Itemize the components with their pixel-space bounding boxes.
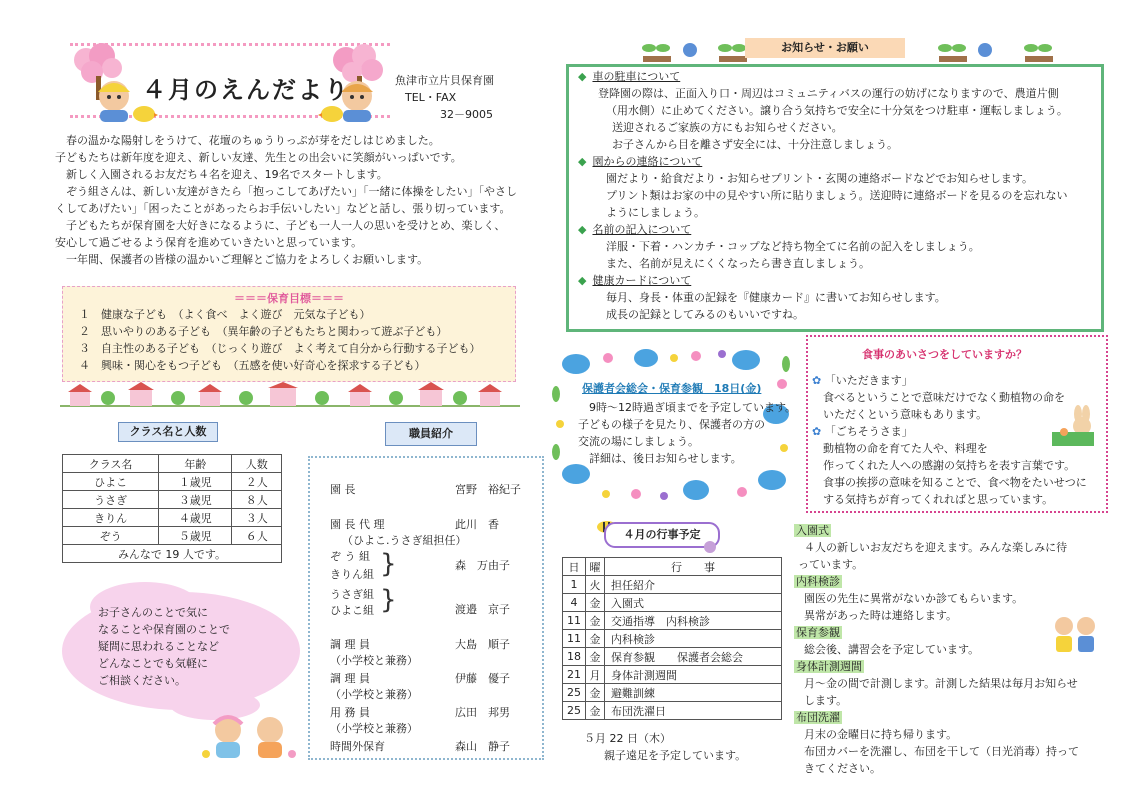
table-cell: 金: [586, 648, 605, 666]
table-row: [563, 558, 782, 576]
staff-name: 広田 邦男: [455, 706, 510, 719]
staff-note: （小学校と兼務）: [330, 688, 418, 701]
consultation-text: [98, 604, 230, 689]
meeting-text: [578, 399, 796, 467]
flower-icon: ✿: [812, 425, 822, 438]
table-row: [563, 702, 782, 720]
table-cell: きりん: [63, 509, 159, 527]
intro-line: 子どもたちが保育園を大好きになるように、子ども一人一人の思いを受けとめ、楽しく、: [55, 219, 506, 232]
tel-number: 32－9005: [440, 108, 493, 121]
detail-title: 保育参観: [796, 626, 840, 639]
diamond-icon: ◆: [578, 223, 587, 236]
table-row: [63, 527, 282, 545]
goals-box: [62, 286, 516, 382]
detail-line: 園医の先生に異常がないか診てもらいます。: [804, 592, 1024, 605]
detail-line: します。: [804, 694, 848, 707]
table-cell: 金: [586, 684, 605, 702]
notice-title: 車の駐車について: [592, 70, 681, 83]
goal-item: １ 健康な子ども （よく食べ よく遊び 元気な子ども）: [79, 308, 371, 321]
detail-line: っています。: [798, 558, 864, 571]
classes-label: クラス名と人数: [118, 422, 218, 442]
intro-paragraph: [55, 132, 517, 268]
table-row: [63, 473, 282, 491]
table-cell: 11: [563, 612, 586, 630]
notice-line: また、名前が見えにくくなったら書き直しましょう。: [606, 257, 870, 270]
table-cell: 担任紹介: [605, 576, 782, 594]
kids-measuring-icon: [1048, 612, 1100, 656]
greeting-line: 作ってくれた人への感謝の気持ちを表す言葉です。: [812, 459, 1076, 472]
notices-content: [578, 68, 1068, 323]
children-flowers-icon: [200, 710, 300, 760]
greeting-line: いただくという意味もあります。: [812, 408, 988, 421]
staff-role: きりん組: [330, 568, 374, 581]
table-cell: 25: [563, 702, 586, 720]
total-cell: みんなで 19 人です。: [63, 545, 282, 563]
staff-name: 森山 静子: [455, 740, 510, 753]
notice-line: 園だより・給食だより・お知らせプリント・玄関の連絡ボードなどでお知らせします。: [606, 172, 1034, 185]
table-cell: 月: [586, 666, 605, 684]
table-row: [63, 491, 282, 509]
notice-line: プリント類はお家の中の見やすい所に貼りましょう。送迎時に連絡ボードを見るのを忘れない: [606, 189, 1068, 202]
notice-line: ようにしましょう。: [606, 206, 705, 219]
staff-name: 大島 順子: [455, 638, 510, 651]
notice-line: 毎月、身長・体重の記録を『健康カード』に書いてお知らせします。: [606, 291, 946, 304]
table-header-cell: 年齢: [159, 455, 232, 473]
brace-icon: }: [380, 549, 397, 579]
cloud-line: 疑問に思われることなど: [98, 640, 219, 653]
table-cell: 金: [586, 612, 605, 630]
staff-name: 此川 香: [455, 518, 499, 531]
greeting-line: 「ごちそうさま」: [824, 425, 913, 438]
meeting-line: 9時〜12時過ぎ頃までを予定しています。: [578, 401, 797, 414]
notice-line: 洋服・下着・ハンカチ・コップなど持ち物全てに名前の記入をしましょう。: [606, 240, 980, 253]
intro-line: 新しく入園されるお友だち４名を迎え、19名でスタートします。: [55, 168, 388, 181]
detail-title: 身体計測週間: [796, 660, 862, 673]
table-row: [563, 648, 782, 666]
brace-icon: }: [380, 585, 397, 615]
detail-title: 内科検診: [796, 575, 840, 588]
staff-name: 森 万由子: [455, 559, 510, 572]
goals-heading: ＝＝＝保育目標＝＝＝: [234, 292, 344, 305]
table-cell: 21: [563, 666, 586, 684]
bird-right-icon: [318, 104, 346, 124]
table-row: [563, 612, 782, 630]
table-header-cell: 曜: [586, 558, 605, 576]
intro-line: 一年間、保護者の皆様の温かいご理解とご協力をよろしくお願いします。: [55, 253, 429, 266]
classes-table: [62, 454, 282, 563]
notice-title: 名前の記入について: [592, 223, 692, 236]
events-table: [562, 557, 782, 720]
notice-line: 成長の記録としてみるのもいいですね。: [606, 308, 804, 321]
table-cell: ぞう: [63, 527, 159, 545]
table-cell: 身体計測週間: [605, 666, 782, 684]
staff-role: 調 理 員: [330, 638, 370, 651]
cloud-line: どんなことでも気軽に: [98, 657, 208, 670]
staff-note: （小学校と兼務）: [330, 654, 418, 667]
table-row: [63, 509, 282, 527]
table-cell: 入園式: [605, 594, 782, 612]
table-cell: ８人: [232, 491, 282, 509]
staff-name: 伊藤 優子: [455, 672, 510, 685]
table-cell: ４歳児: [159, 509, 232, 527]
meeting-line: 子どもの様子を見たり、保護者の方の: [578, 418, 765, 431]
meeting-line: 詳細は、後日お知らせします。: [578, 452, 742, 465]
table-cell: １歳児: [159, 473, 232, 491]
table-row: [63, 455, 282, 473]
staff-role: ひよこ組: [330, 604, 374, 617]
staff-label: 職員紹介: [385, 422, 477, 446]
table-cell: 25: [563, 684, 586, 702]
greeting-line: 食べるということで意味だけでなく動植物の命を: [812, 391, 1065, 404]
meeting-line: 交流の場にしましょう。: [578, 435, 699, 448]
table-header-cell: 行 事: [605, 558, 782, 576]
detail-line: ４人の新しいお友だちを迎えます。みんな楽しみに待: [804, 541, 1068, 554]
detail-line: 月末の金曜日に持ち帰ります。: [804, 728, 958, 741]
goal-item: ３ 自主性のある子ども （じっくり遊び よく考えて自分から行動する子ども）: [79, 342, 481, 355]
staff-note: （小学校と兼務）: [330, 722, 418, 735]
greeting-text: [812, 372, 1087, 508]
detail-title: 布団洗濯: [796, 711, 840, 724]
greeting-line: 食事の挨拶の意味を知ることで、食べ物をたいせつに: [812, 476, 1087, 489]
table-cell: ２人: [232, 473, 282, 491]
staff-name: 渡邉 京子: [455, 603, 510, 616]
table-row: [63, 545, 282, 563]
diamond-icon: ◆: [578, 274, 587, 287]
goal-item: ４ 興味・関心をもつ子ども （五感を使い好奇心を探求する子ども）: [79, 359, 426, 372]
goal-item: ２ 思いやりのある子ども （異年齢の子どもたちと関わって遊ぶ子ども）: [79, 325, 448, 338]
rabbit-table-icon: [1048, 404, 1098, 448]
table-cell: 交通指導 内科検診: [605, 612, 782, 630]
greeting-line: する気持ちが育ってくれればと思っています。: [812, 493, 1054, 506]
greeting-title: 食事のあいさつをしていますか？: [862, 348, 1027, 361]
bear-icon: [700, 540, 720, 554]
table-header-cell: クラス名: [63, 455, 159, 473]
cloud-line: ご相談ください。: [98, 674, 186, 687]
table-cell: ６人: [232, 527, 282, 545]
cloud-line: お子さんのことで気に: [98, 606, 208, 619]
table-cell: 布団洗濯日: [605, 702, 782, 720]
table-cell: うさぎ: [63, 491, 159, 509]
table-cell: 避難訓練: [605, 684, 782, 702]
detail-line: きてください。: [804, 762, 881, 775]
staff-role: 時間外保育: [330, 740, 385, 753]
staff-role: 園 長: [330, 483, 356, 496]
detail-title: 入園式: [796, 524, 829, 537]
detail-line: 月〜金の間で計測します。計測した結果は毎月お知らせ: [804, 677, 1078, 690]
detail-line: 総会後、講習会を予定しています。: [804, 643, 980, 656]
table-cell: 金: [586, 594, 605, 612]
diamond-icon: ◆: [578, 155, 587, 168]
table-cell: ひよこ: [63, 473, 159, 491]
intro-line: ぞう組さんは、新しい友達がきたら「抱っこしてあげたい」「一緒に体操をしたい」「やさし: [55, 185, 517, 198]
staff-role: 用 務 員: [330, 706, 370, 719]
org-name: 魚津市立片貝保育園: [395, 74, 494, 87]
flower-icon: ✿: [812, 374, 822, 387]
meeting-title: 保護者会総会・保育参観 18日(金): [582, 382, 762, 395]
may-date: ５月 22 日（木）: [584, 732, 671, 745]
staff-role: 園 長 代 理: [330, 518, 385, 531]
table-row: [563, 576, 782, 594]
intro-line: くしてあげたい」「困ったことがあったらお手伝いしたい」などと話し、張り切っています。: [55, 202, 511, 215]
bird-left-icon: [130, 104, 158, 124]
intro-line: 春の温かな陽射しをうけて、花壇のちゅうりっぷが芽をだしはじめました。: [55, 134, 440, 147]
table-row: [563, 630, 782, 648]
diamond-icon: ◆: [578, 70, 587, 83]
intro-line: 安心して過ごせるよう保育を進めていきたいと思っています。: [55, 236, 363, 249]
table-cell: ５歳児: [159, 527, 232, 545]
staff-role: うさぎ組: [330, 588, 374, 601]
greeting-line: 「いただきます」: [824, 374, 913, 387]
table-row: [563, 594, 782, 612]
table-cell: 金: [586, 702, 605, 720]
table-cell: 11: [563, 630, 586, 648]
town-houses-icon: [60, 382, 520, 408]
notice-title: 健康カードについて: [592, 274, 692, 287]
page-title: ４月のえんだより: [142, 76, 350, 104]
staff-role: ぞ う 組: [330, 550, 370, 563]
table-cell: 18: [563, 648, 586, 666]
staff-name: 宮野 裕紀子: [455, 483, 521, 496]
notice-line: 登降園の際は、正面入り口・周辺はコミュニティバスの運行の妨げになりますので、農道片側: [598, 87, 1059, 100]
cloud-line: なることや保育園のことで: [98, 623, 230, 636]
table-cell: 火: [586, 576, 605, 594]
detail-line: 異常があった時は連絡します。: [804, 609, 958, 622]
may-text: 親子遠足を予定しています。: [604, 749, 747, 762]
event-details: [794, 522, 1079, 777]
staff-note: （ひよこ.うさぎ組担任）: [342, 534, 467, 547]
greeting-line: 動植物の命を育てた人や、料理を: [812, 442, 988, 455]
table-row: [563, 666, 782, 684]
notice-line: （用水側）に止めてください。譲り合う気持ちで安全に十分気をつけ駐車・運転しましょう。: [606, 104, 1068, 117]
table-header-cell: 人数: [232, 455, 282, 473]
table-cell: 4: [563, 594, 586, 612]
table-cell: 内科検診: [605, 630, 782, 648]
table-cell: 金: [586, 630, 605, 648]
table-cell: ３人: [232, 509, 282, 527]
notice-line: 送迎されるご家族の方にもお知らせください。: [612, 121, 843, 134]
table-row: [563, 684, 782, 702]
table-cell: 保育参観 保護者会総会: [605, 648, 782, 666]
notice-line: お子さんから目を離さず安全には、十分注意しましょう。: [612, 138, 898, 151]
intro-line: 子どもたちは新年度を迎え、新しい友達、先生との出会いに笑顔がいっぱいです。: [55, 151, 462, 164]
tel-label: TEL・FAX: [405, 91, 457, 104]
detail-line: 布団カバーを洗濯し、布団を干して（日光消毒）持って: [804, 745, 1079, 758]
table-cell: ３歳児: [159, 491, 232, 509]
notice-title: 園からの連絡について: [592, 155, 703, 168]
table-header-cell: 日: [563, 558, 586, 576]
staff-role: 調 理 員: [330, 672, 370, 685]
table-cell: 1: [563, 576, 586, 594]
events-label: ４月の行事予定: [604, 522, 720, 548]
notice-tag: お知らせ・お願い: [745, 38, 905, 58]
